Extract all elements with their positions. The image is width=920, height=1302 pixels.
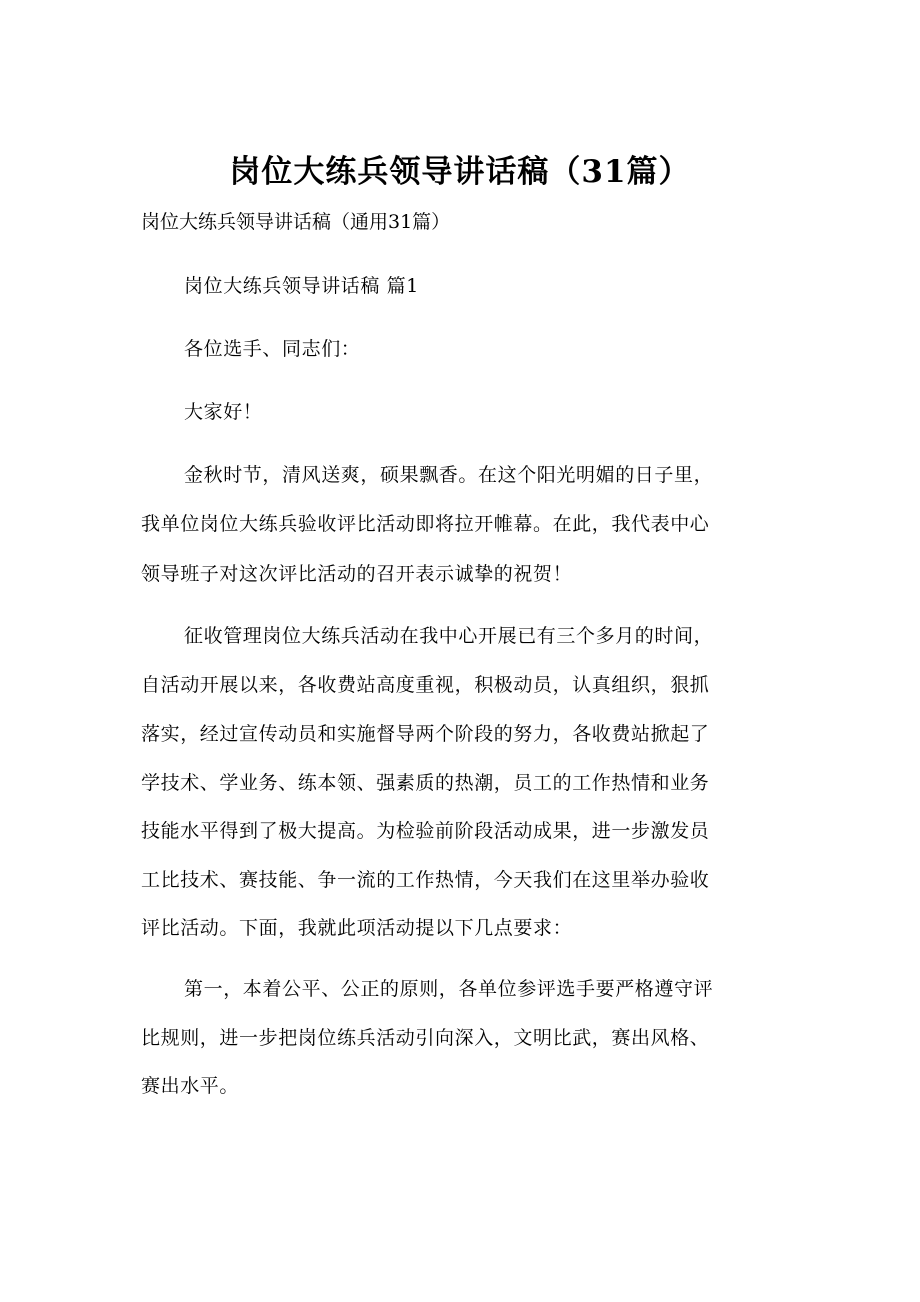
paragraph-2-line-7: 评比活动。下面，我就此项活动提以下几点要求： [141,917,573,939]
paragraph-2-line-2: 自活动开展以来，各收费站高度重视，积极动员，认真组织，狠抓 [141,674,710,696]
document-subtitle: 岗位大练兵领导讲话稿（通用31篇） [141,211,451,233]
paragraph-2-line-3: 落实，经过宣传动员和实施督导两个阶段的努力，各收费站掀起了 [141,723,710,745]
paragraph-1-line-2: 我单位岗位大练兵验收评比活动即将拉开帷幕。在此，我代表中心 [141,513,710,535]
document-title: 岗位大练兵领导讲话稿（31篇） [229,154,691,190]
greeting: 大家好！ [184,401,263,423]
section-heading: 岗位大练兵领导讲话稿 篇1 [184,275,419,297]
paragraph-3-line-1: 第一，本着公平、公正的原则，各单位参评选手要严格遵守评 [184,978,714,1000]
salutation: 各位选手、同志们： [184,338,361,360]
paragraph-2-line-1: 征收管理岗位大练兵活动在我中心开展已有三个多月的时间， [184,625,714,647]
paragraph-2-line-4: 学技术、学业务、练本领、强素质的热潮，员工的工作热情和业务 [141,772,710,794]
paragraph-2-line-5: 技能水平得到了极大提高。为检验前阶段活动成果，进一步激发员 [141,820,710,842]
paragraph-1-line-1: 金秋时节，清风送爽，硕果飘香。在这个阳光明媚的日子里， [184,464,714,486]
paragraph-1-line-3: 领导班子对这次评比活动的召开表示诚挚的祝贺！ [141,563,573,585]
paragraph-3-line-3: 赛出水平。 [141,1075,240,1097]
paragraph-2-line-6: 工比技术、赛技能、争一流的工作热情，今天我们在这里举办验收 [141,869,710,891]
paragraph-3-line-2: 比规则，进一步把岗位练兵活动引向深入，文明比武，赛出风格、 [141,1027,710,1049]
